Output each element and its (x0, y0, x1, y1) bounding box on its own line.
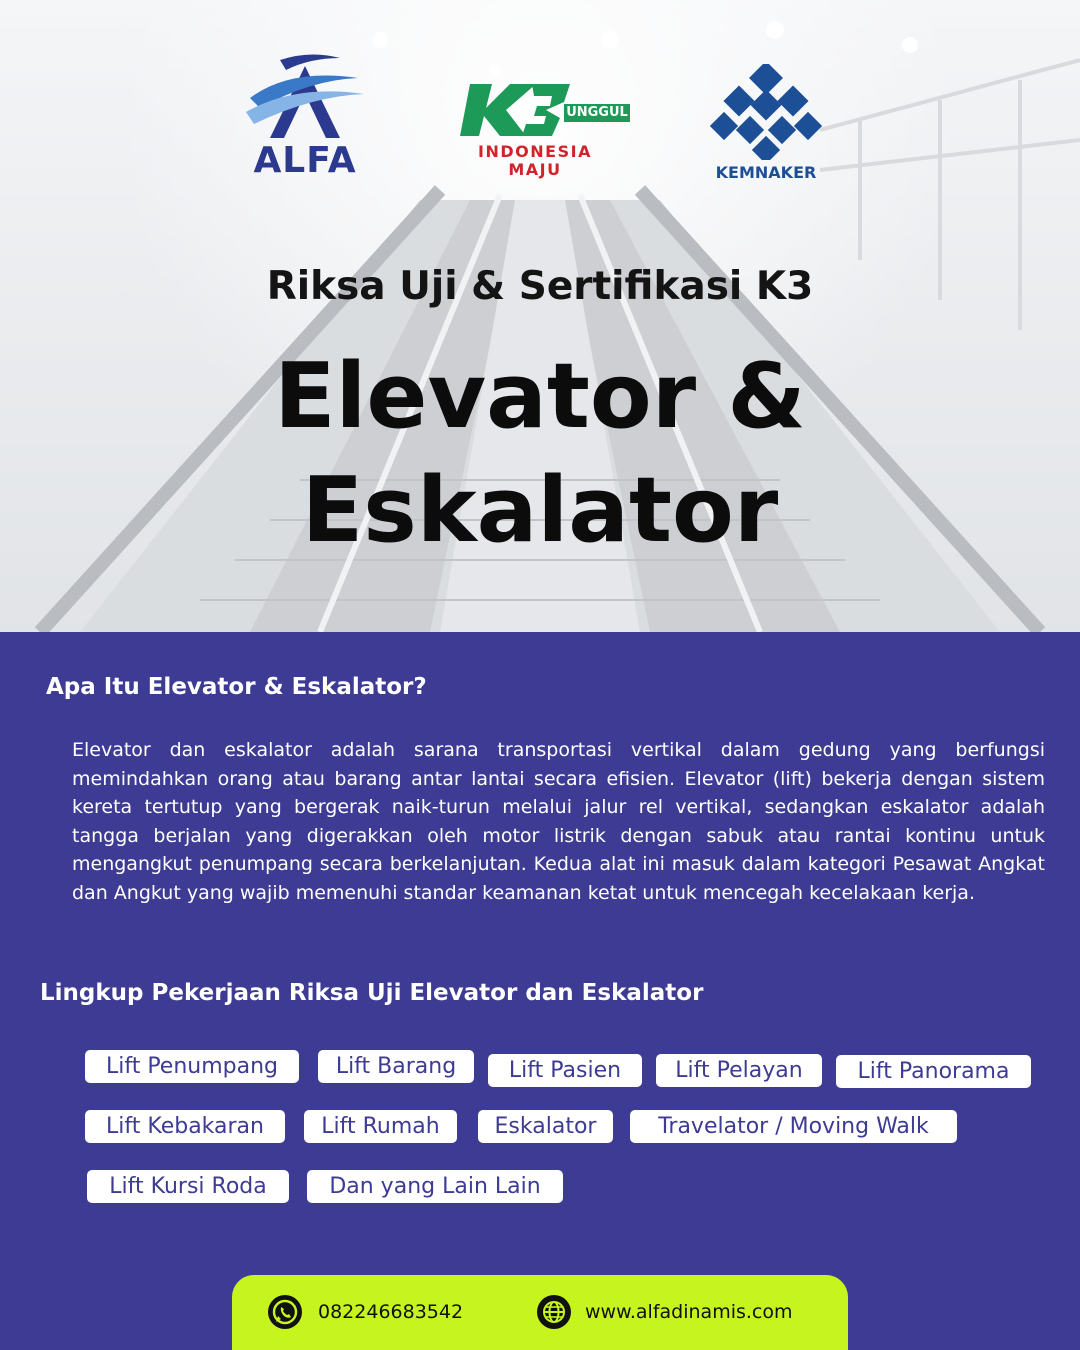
scope-chip: Lift Barang (318, 1050, 474, 1083)
kemnaker-wordmark: KEMNAKER (715, 163, 817, 182)
hero-subtitle: Riksa Uji & Sertifikasi K3 (266, 264, 814, 309)
hero-title-line1: Elevator & (274, 344, 806, 449)
scope-chip: Lift Rumah (304, 1110, 457, 1143)
scope-heading: Lingkup Pekerjaan Riksa Uji Elevator dan Eskalator (40, 980, 704, 1006)
k3-tagline-line1: INDONESIA (478, 142, 592, 161)
alfa-wordmark: ALFA (253, 140, 357, 181)
whatsapp-icon (268, 1295, 302, 1329)
about-paragraph: Elevator dan eskalator adalah sarana transportasi vertikal dalam gedung yang berfungsi memindahkan orang atau barang antar lantai secara efisien. Elevator (lift) bekerja dengan sistem kereta tertutup yang bergerak naik-turun melalui jalur rel vertikal, sedangkan eskalator adalah tangga berjalan yang digerakkan oleh motor listrik dengan sabuk atau rantai kontinu untuk mengangkut penumpang secara berkelanjutan. Kedua alat ini masuk dalam kategori Pesawat Angkat dan Angkut yang wajib memenuhi standar keamanan ketat untuk mencegah kecelakaan kerja. (72, 739, 1045, 904)
scope-chip: Lift Pasien (488, 1054, 642, 1087)
kemnaker-mark-icon (708, 64, 824, 160)
scope-chip: Lift Kebakaran (85, 1110, 285, 1143)
contact-bar (232, 1275, 848, 1350)
about-heading: Apa Itu Elevator & Eskalator? (46, 674, 427, 700)
hero-banner (0, 0, 1080, 632)
k3-mark-icon (460, 80, 570, 140)
scope-chip: Lift Panorama (836, 1055, 1031, 1088)
scope-chip: Lift Pelayan (656, 1054, 822, 1087)
alfa-mark-icon (240, 48, 370, 143)
scope-chip: Eskalator (478, 1110, 613, 1143)
globe-icon (537, 1295, 571, 1329)
scope-chip: Lift Kursi Roda (87, 1170, 289, 1203)
kemnaker-logo (708, 64, 824, 188)
scope-chip: Travelator / Moving Walk (630, 1110, 957, 1143)
scope-chip: Lift Penumpang (85, 1050, 299, 1083)
hero-title-line2: Eskalator (301, 458, 779, 563)
k3-unggul-badge: UNGGUL (564, 104, 630, 122)
phone-number[interactable]: 082246683542 (318, 1301, 464, 1323)
scope-chip: Dan yang Lain Lain (307, 1170, 563, 1203)
k3-tagline-line2: MAJU (508, 160, 562, 179)
alfa-logo (240, 48, 370, 180)
k3-unggul-logo (460, 80, 635, 185)
website-link[interactable]: www.alfadinamis.com (585, 1301, 793, 1323)
